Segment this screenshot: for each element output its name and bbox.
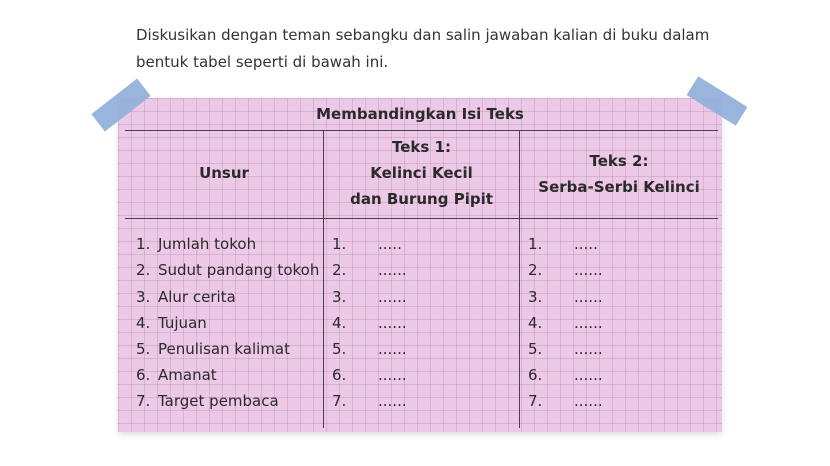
header-teks-2-label: Teks 2: xyxy=(589,152,649,170)
answer-number: 7. xyxy=(528,392,543,410)
table-row-label xyxy=(136,234,256,254)
table-row-label xyxy=(136,339,290,359)
answer-number: 5. xyxy=(528,340,543,358)
header-teks-1-title-line1: Kelinci Kecil xyxy=(370,164,473,182)
answer-blank: ..... xyxy=(574,235,598,253)
row-number: 7. xyxy=(136,392,151,410)
answer-blank: ...... xyxy=(574,340,603,358)
answer-blank: ...... xyxy=(378,261,407,279)
header-teks-1 xyxy=(324,134,519,212)
row-number: 5. xyxy=(136,340,151,358)
row-text: Penulisan kalimat xyxy=(158,340,291,358)
comparison-table-card xyxy=(118,98,722,432)
title-divider xyxy=(125,130,718,131)
answer-teks-1 xyxy=(332,365,407,385)
instruction-text: Diskusikan dengan teman sebangku dan salin jawaban kalian di buku dalam bentuk tabel seperti di bawah ini. xyxy=(136,26,710,71)
answer-teks-2 xyxy=(528,365,603,385)
answer-number: 6. xyxy=(332,366,347,384)
answer-teks-2 xyxy=(528,313,603,333)
answer-number: 5. xyxy=(332,340,347,358)
answer-teks-2 xyxy=(528,287,603,307)
table-row-label xyxy=(136,313,207,333)
row-number: 2. xyxy=(136,261,151,279)
header-divider xyxy=(125,218,718,219)
answer-number: 2. xyxy=(528,261,543,279)
row-number: 3. xyxy=(136,288,151,306)
answer-number: 1. xyxy=(332,235,347,253)
row-number: 1. xyxy=(136,235,151,253)
row-text: Tujuan xyxy=(158,314,207,332)
answer-blank: ...... xyxy=(574,288,603,306)
table-row-label xyxy=(136,365,217,385)
answer-blank: ...... xyxy=(378,366,407,384)
header-teks-1-label: Teks 1: xyxy=(392,138,451,156)
row-number: 4. xyxy=(136,314,151,332)
row-text: Sudut pandang tokoh xyxy=(158,261,320,279)
answer-teks-1 xyxy=(332,313,407,333)
answer-teks-2 xyxy=(528,391,603,411)
answer-number: 2. xyxy=(332,261,347,279)
answer-teks-2 xyxy=(528,339,603,359)
header-teks-1-title-line2: dan Burung Pipit xyxy=(350,190,493,208)
answer-number: 1. xyxy=(528,235,543,253)
row-text: Jumlah tokoh xyxy=(158,235,257,253)
header-unsur: Unsur xyxy=(199,164,249,182)
row-text: Alur cerita xyxy=(158,288,236,306)
answer-blank: ...... xyxy=(378,392,407,410)
answer-teks-1 xyxy=(332,260,407,280)
answer-blank: ...... xyxy=(378,288,407,306)
answer-teks-2 xyxy=(528,234,598,254)
answer-number: 4. xyxy=(528,314,543,332)
table-row-label xyxy=(136,391,279,411)
answer-blank: ...... xyxy=(574,261,603,279)
answer-number: 7. xyxy=(332,392,347,410)
header-teks-2-title: Serba-Serbi Kelinci xyxy=(538,178,700,196)
answer-number: 3. xyxy=(332,288,347,306)
row-text: Amanat xyxy=(158,366,217,384)
answer-number: 6. xyxy=(528,366,543,384)
row-number: 6. xyxy=(136,366,151,384)
answer-teks-1 xyxy=(332,391,407,411)
answer-blank: ..... xyxy=(378,235,402,253)
answer-blank: ...... xyxy=(574,314,603,332)
answer-blank: ...... xyxy=(378,314,407,332)
answer-teks-1 xyxy=(332,339,407,359)
header-teks-2 xyxy=(520,148,718,200)
table-title: Membandingkan Isi Teks xyxy=(316,105,524,123)
table-row-label xyxy=(136,287,236,307)
answer-number: 4. xyxy=(332,314,347,332)
answer-teks-1 xyxy=(332,287,407,307)
row-text: Target pembaca xyxy=(158,392,279,410)
answer-blank: ...... xyxy=(574,366,603,384)
answer-teks-1 xyxy=(332,234,402,254)
answer-teks-2 xyxy=(528,260,603,280)
answer-blank: ...... xyxy=(574,392,603,410)
answer-blank: ...... xyxy=(378,340,407,358)
table-row-label xyxy=(136,260,319,280)
answer-number: 3. xyxy=(528,288,543,306)
